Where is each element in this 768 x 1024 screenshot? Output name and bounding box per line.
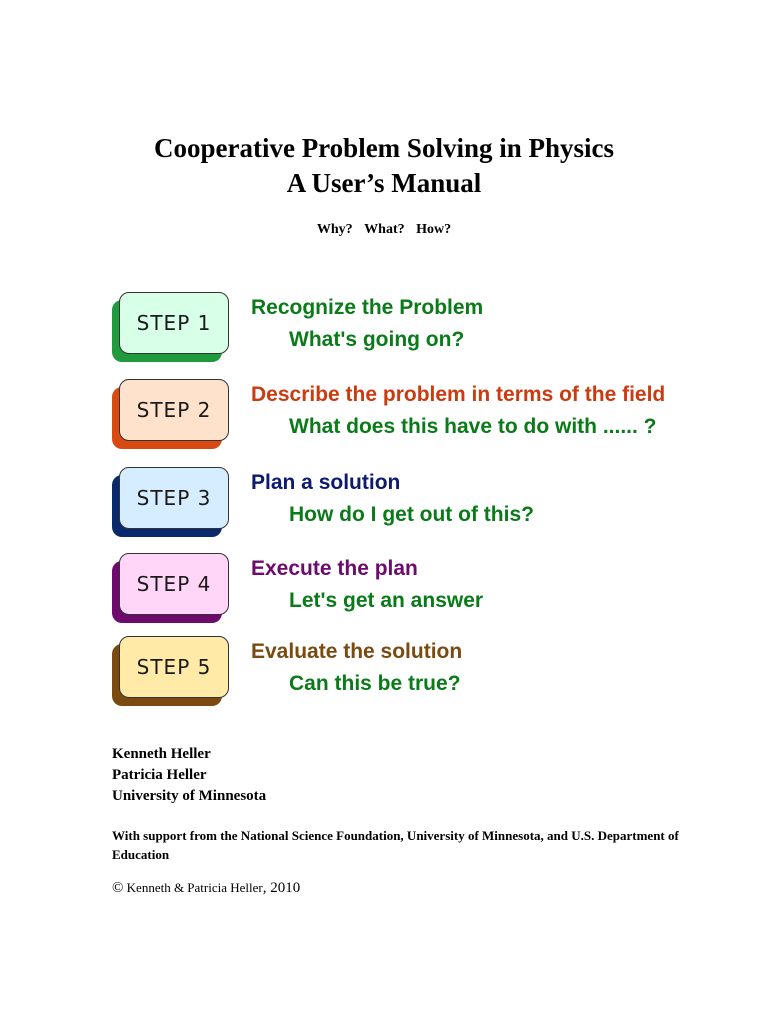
step-5-box: STEP 5 [119,636,229,698]
step-3-heading: Plan a solution [251,471,401,494]
step-1-subheading: What's going on? [289,328,465,351]
step-3-subheading: How do I get out of this? [289,503,534,526]
step-1-heading: Recognize the Problem [251,296,484,319]
step-4-box: STEP 4 [119,553,229,615]
author-name: Patricia Heller [112,767,207,783]
step-3 [112,467,768,547]
step-5-subheading: Can this be true? [289,672,461,695]
document-title: Cooperative Problem Solving in Physics [153,133,614,163]
step-1 [112,292,768,372]
affiliation: University of Minnesota [112,788,267,804]
step-5 [112,636,768,716]
copyright-icon: © [112,880,124,896]
step-2-subheading: What does this have to do with ...... ? [289,415,657,438]
copyright-line [112,880,300,897]
copyright-year: , 2010 [262,880,301,896]
step-4-heading: Execute the plan [251,557,418,580]
funding-acknowledgement: With support from the National Science Foundation, University of Minnesota, and U.S. Department of Education [112,828,679,862]
question-what: What? [364,222,405,237]
author-block [112,744,266,807]
question-why: Why? [316,222,353,237]
step-2-heading: Describe the problem in terms of the field [251,383,666,406]
step-4 [112,553,768,633]
document-subtitle: A User’s Manual [286,168,482,198]
step-2 [112,379,768,459]
question-how: How? [416,222,452,237]
step-5-heading: Evaluate the solution [251,640,463,663]
step-2-box: STEP 2 [119,379,229,441]
copyright-names: Kenneth & Patricia Heller [126,880,263,895]
guiding-questions [0,222,768,238]
author-name: Kenneth Heller [112,746,211,762]
step-3-box: STEP 3 [119,467,229,529]
step-1-box: STEP 1 [119,292,229,354]
step-4-subheading: Let's get an answer [289,589,484,612]
